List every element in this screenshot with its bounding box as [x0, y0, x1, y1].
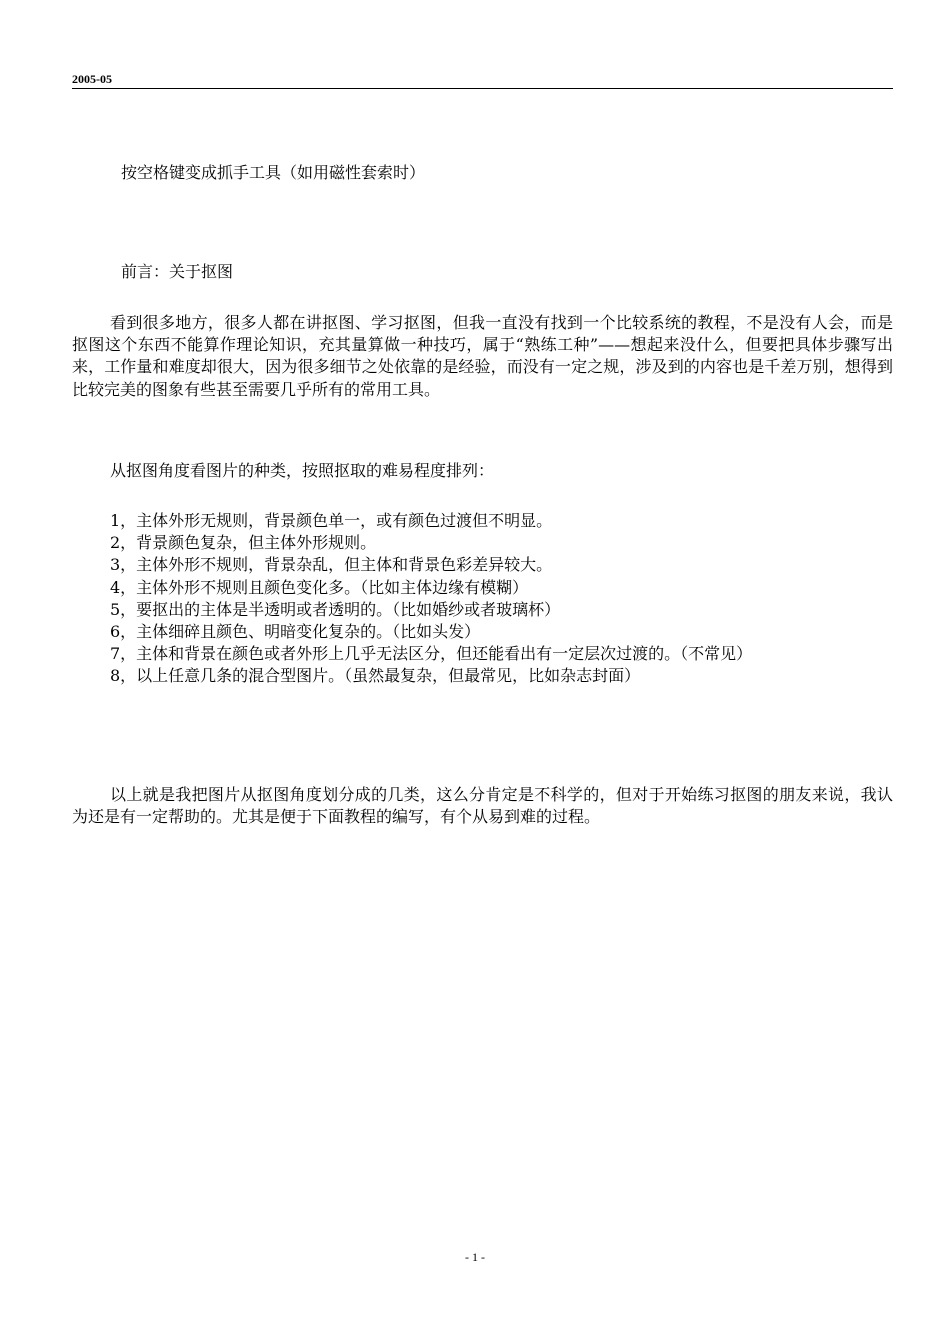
list-item: 8，以上任意几条的混合型图片。（虽然最复杂，但最常见，比如杂志封面）: [110, 666, 641, 686]
header-date: 2005-05: [72, 72, 112, 86]
classification-intro: 从抠图角度看图片的种类，按照抠取的难易程度排列：: [110, 461, 495, 480]
list-item: 1，主体外形无规则，背景颜色单一，或有颜色过渡但不明显。: [110, 511, 553, 530]
list-item: 4，主体外形不规则且颜色变化多。（比如主体边缘有模糊）: [110, 577, 529, 597]
tip-line: 按空格键变成抓手工具（如用磁性套索时）: [121, 163, 426, 182]
list-item: 6，主体细碎且颜色、明暗变化复杂的。（比如头发）: [110, 622, 481, 642]
section-title: 前言：关于抠图: [121, 262, 234, 281]
image-type-list: [110, 510, 752, 688]
list-item: 3，主体外形不规则，背景杂乱，但主体和背景色彩差异较大。: [110, 555, 553, 575]
list-item: 2，背景颜色复杂，但主体外形规则。: [110, 533, 377, 553]
list-item: 5，要抠出的主体是半透明或者透明的。（比如婚纱或者玻璃杯）: [110, 599, 561, 619]
intro-paragraph: 看到很多地方，很多人都在讲抠图、学习抠图，但我一直没有找到一个比较系统的教程，不是没有人会，而是抠图这个东西不能算作理论知识，充其量算做一种技巧，属于“熟练工种”——想起来没什么，但要把具体步骤写出来，工作量和难度却很大，因为很多细节之处依靠的是经验，而没有一定之规，涉及到的内容也是千差万别，想得到比较完美的图象有些甚至需要几乎所有的常用工具。: [72, 313, 893, 399]
conclusion-paragraph: 以上就是我把图片从抠图角度划分成的几类，这么分肯定是不科学的，但对于开始练习抠图的朋友来说，我认为还是有一定帮助的。尤其是便于下面教程的编写，有个从易到难的过程。: [72, 785, 893, 827]
page-header: [72, 72, 893, 89]
list-item: 7，主体和背景在颜色或者外形上几乎无法区分，但还能看出有一定层次过渡的。（不常见）: [110, 644, 753, 664]
page-number: - 1 -: [465, 1250, 485, 1264]
